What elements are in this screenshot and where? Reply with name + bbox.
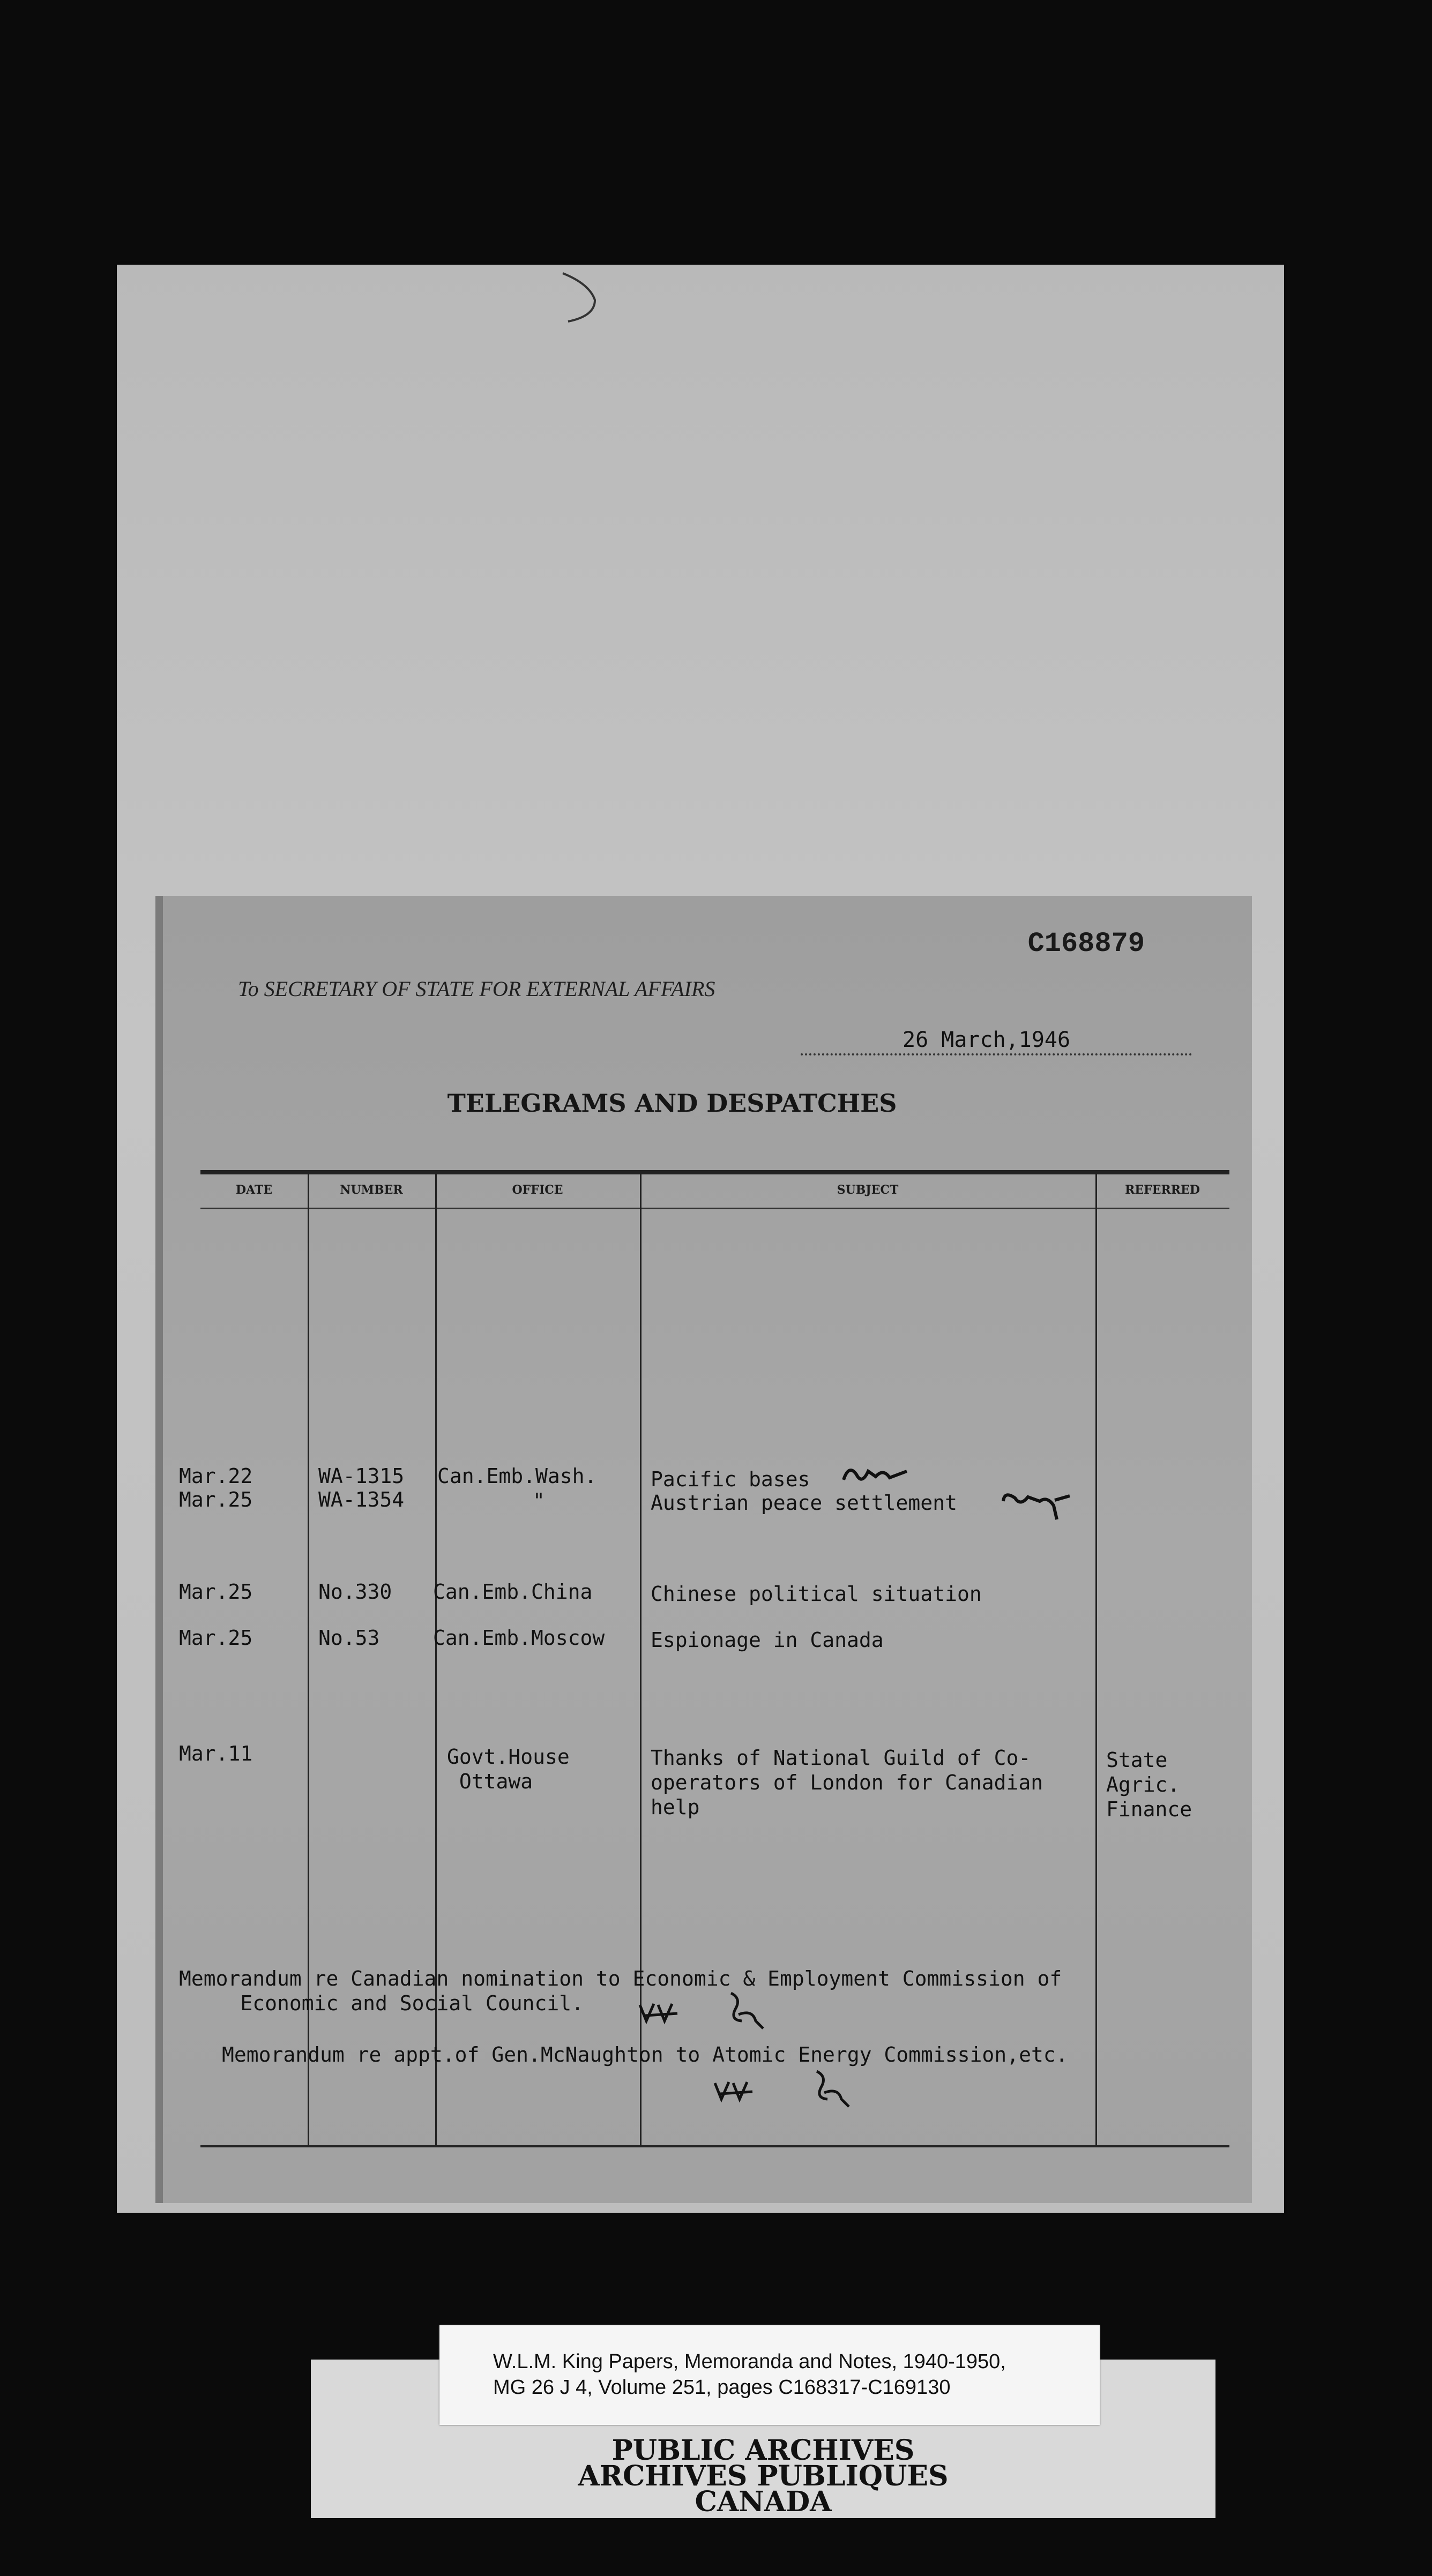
memo-line: Memorandum re Canadian nomination to Economic & Employment Commission of Economic and Social Council. <box>179 1967 1062 2015</box>
column-header-referred: REFERRED <box>1125 1183 1200 1197</box>
table-header-rule <box>200 1208 1229 1209</box>
document-date: 26 March,1946 <box>903 1028 1071 1052</box>
row-subject: Thanks of National Guild of Co- operators of London for Canadian help <box>651 1746 1043 1819</box>
row-office: " <box>533 1489 545 1512</box>
row-office: Govt.House Ottawa <box>447 1745 570 1793</box>
row-subject: Espionage in Canada <box>651 1628 884 1652</box>
row-date: Mar.22 <box>179 1464 253 1488</box>
column-header-number: NUMBER <box>340 1183 403 1197</box>
row-date: Mar.11 <box>179 1742 253 1765</box>
row-subject: Austrian peace settlement <box>651 1491 957 1515</box>
handwritten-mark-icon <box>838 1458 913 1491</box>
column-header-office: OFFICE <box>512 1183 563 1197</box>
column-divider <box>1095 1170 1097 2145</box>
handwritten-mark-icon <box>710 2072 785 2110</box>
row-date: Mar.25 <box>179 1488 253 1511</box>
row-date: Mar.25 <box>179 1580 253 1604</box>
row-office: Can.Emb.Moscow <box>433 1626 605 1650</box>
row-office: Can.Emb.Wash. <box>437 1464 597 1488</box>
row-date: Mar.25 <box>179 1626 253 1650</box>
addressee: To SECRETARY OF STATE FOR EXTERNAL AFFAIRS <box>238 977 715 1001</box>
row-subject: Chinese political situation <box>651 1582 982 1606</box>
column-header-subject: SUBJECT <box>837 1183 899 1197</box>
row-office: Can.Emb.China <box>433 1580 593 1604</box>
reference-number: C168879 <box>1027 928 1145 960</box>
pencil-mark-icon <box>552 268 616 332</box>
memo-line: Memorandum re appt.of Gen.McNaughton to Atomic Energy Commission,etc. <box>222 2043 1068 2066</box>
archives-stamp-line: ARCHIVES PUBLIQUES <box>578 2460 949 2492</box>
row-subject: Pacific bases <box>651 1467 810 1491</box>
row-number: WA-1354 <box>318 1488 405 1511</box>
archives-stamp-line: PUBLIC ARCHIVES <box>611 2434 915 2467</box>
citation-line-2: MG 26 J 4, Volume 251, pages C168317-C169130 <box>493 2376 951 2399</box>
telegram-form <box>155 896 1252 2203</box>
form-heading: TELEGRAMS AND DESPATCHES <box>447 1089 897 1118</box>
row-number: No.53 <box>318 1626 380 1650</box>
table-bottom-rule <box>200 2145 1229 2147</box>
row-number: WA-1315 <box>318 1464 405 1488</box>
handwritten-mark-icon <box>806 2066 870 2114</box>
citation-line-1: W.L.M. King Papers, Memoranda and Notes, 1940-1950, <box>493 2350 1006 2373</box>
handwritten-mark-icon <box>999 1485 1074 1523</box>
handwritten-mark-icon <box>720 1988 785 2036</box>
archive-citation <box>493 2349 1006 2400</box>
column-header-date: DATE <box>235 1183 273 1197</box>
archive-citation-card <box>439 2325 1100 2425</box>
table-top-rule <box>200 1170 1229 1174</box>
row-referred: State Agric. Finance <box>1106 1748 1192 1821</box>
archives-stamp-line: CANADA <box>695 2485 832 2518</box>
handwritten-mark-icon <box>635 1994 710 2032</box>
row-number: No.330 <box>318 1580 392 1604</box>
